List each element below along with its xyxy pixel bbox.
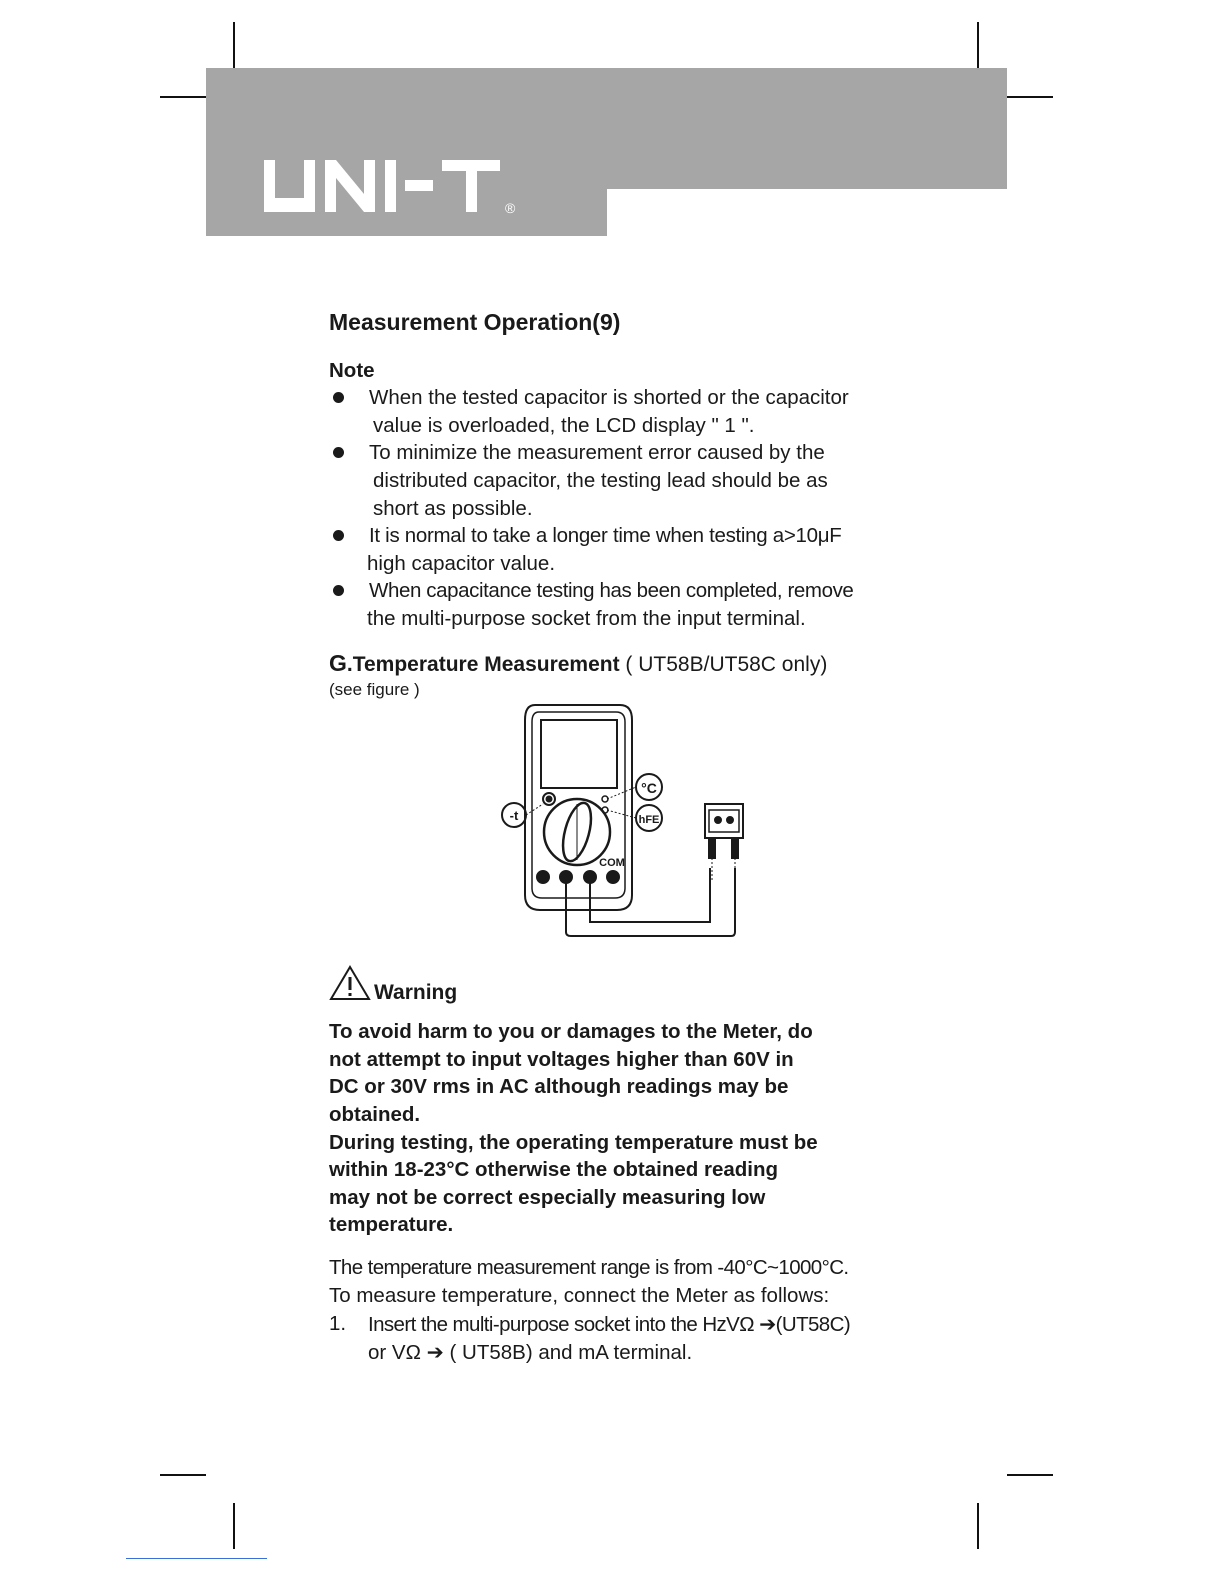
meter-figure: [495, 700, 755, 945]
note-line: It is normal to take a longer time when testing a>10μF: [369, 524, 842, 547]
crop-mark: [1007, 96, 1053, 98]
section-letter: G: [329, 650, 347, 676]
temperature-heading-text: .Temperature Measurement: [346, 653, 620, 676]
lcd-display: [541, 720, 617, 788]
range-text: The temperature measurement range is from -40°C~1000°C.: [329, 1256, 849, 1279]
note-line: When the tested capacitor is shorted or the capacitor: [369, 386, 849, 409]
note-line: value is overloaded, the LCD display " 1 ".: [373, 414, 755, 437]
note-heading: Note: [329, 359, 375, 382]
note-line: high capacitor value.: [367, 552, 556, 575]
bullet: [333, 530, 344, 541]
bullet: [333, 447, 344, 458]
note-line: the multi-purpose socket from the input terminal.: [367, 607, 806, 630]
step-line: or VΩ ➔ ( UT58B) and mA terminal.: [368, 1341, 693, 1364]
thermocouple-plug: [705, 804, 743, 838]
warning-line: not attempt to input voltages higher than 60V in: [329, 1048, 794, 1071]
connect-text: To measure temperature, connect the Meter as follows:: [329, 1284, 830, 1307]
page-title: Measurement Operation(9): [329, 309, 621, 335]
label-probe: -t: [509, 808, 519, 823]
note-line: distributed capacitor, the testing lead should be as: [373, 469, 828, 492]
warning-line: may not be correct especially measuring low: [329, 1186, 766, 1209]
crop-mark: [977, 22, 979, 68]
bullet: [333, 392, 344, 403]
crop-mark: [977, 1503, 979, 1549]
warning-heading: Warning: [374, 981, 458, 1004]
warning-line: obtained.: [329, 1103, 421, 1126]
temperature-heading: [329, 650, 827, 677]
registered-mark: ®: [505, 200, 516, 216]
see-figure-note: (see figure ): [329, 680, 420, 699]
note-line: To minimize the measurement error caused by the: [369, 441, 825, 464]
label-hfe: hFE: [638, 814, 660, 826]
brand-logo: [262, 158, 502, 221]
crop-mark: [233, 1503, 235, 1549]
warning-line: within 18-23°C otherwise the obtained reading: [329, 1158, 779, 1181]
crop-mark: [160, 96, 206, 98]
warning-line: During testing, the operating temperature must be: [329, 1131, 818, 1154]
warning-line: To avoid harm to you or damages to the Meter, do: [329, 1020, 813, 1043]
warning-line: DC or 30V rms in AC although readings may be: [329, 1075, 789, 1098]
step-line: Insert the multi-purpose socket into the HzVΩ ➔(UT58C): [368, 1313, 851, 1336]
uni-t-logo-icon: [262, 158, 502, 216]
warning-triangle-icon: [329, 965, 371, 1001]
crop-mark: [1007, 1474, 1053, 1476]
note-line: short as possible.: [373, 497, 533, 520]
crop-mark: [233, 22, 235, 68]
label-celsius: °C: [641, 780, 657, 796]
link-underline: [126, 1558, 267, 1559]
note-line: When capacitance testing has been completed, remove: [369, 579, 854, 602]
warning-line: temperature.: [329, 1213, 454, 1236]
label-com: COM: [599, 857, 625, 869]
crop-mark: [160, 1474, 206, 1476]
step-number: 1.: [329, 1312, 347, 1335]
bullet: [333, 585, 344, 596]
temperature-models: ( UT58B/UT58C only): [619, 653, 828, 676]
